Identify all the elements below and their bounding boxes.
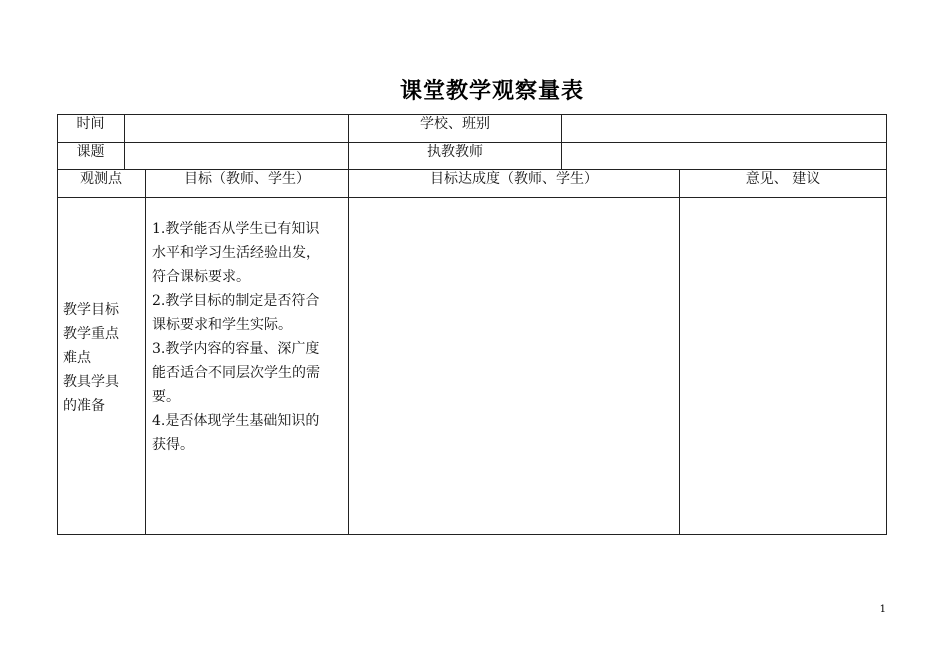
observation-line: 难点	[63, 350, 91, 366]
teacher-label: 执教教师	[427, 144, 483, 160]
objective-item	[152, 337, 320, 409]
suggestions-field[interactable]	[680, 198, 886, 534]
suggestions-header: 意见、 建议	[745, 171, 821, 187]
objective-line: 1.教学能否从学生已有知识	[152, 221, 320, 237]
observation-point-header: 观测点	[80, 171, 122, 187]
objective-line: 要。	[152, 389, 180, 405]
observation-table	[57, 114, 887, 535]
observation-point-cell	[63, 298, 119, 418]
objective-line: 能否适合不同层次学生的需	[152, 365, 320, 381]
table-border-right	[886, 114, 887, 535]
document-title: 课堂教学观察量表	[399, 79, 584, 104]
objectives-list	[152, 217, 320, 457]
objective-line: 符合课标要求。	[152, 269, 250, 285]
column-divider	[145, 169, 146, 535]
observation-line: 教学重点	[63, 326, 119, 342]
page-number: 1	[879, 604, 886, 615]
objective-line: 水平和学习生活经验出发，	[152, 245, 320, 261]
school-class-label: 学校、班别	[420, 116, 490, 132]
column-divider	[124, 114, 125, 170]
column-divider	[561, 114, 562, 170]
objective-line: 4.是否体现学生基础知识的	[152, 413, 320, 429]
objective-line: 2.教学目标的制定是否符合	[152, 293, 320, 309]
observation-line: 教具学具	[63, 374, 119, 390]
topic-label: 课题	[76, 144, 105, 160]
objective-line: 获得。	[152, 437, 194, 453]
objective-item	[152, 289, 320, 337]
observation-line: 教学目标	[63, 302, 119, 318]
time-label: 时间	[76, 116, 105, 132]
achievement-header: 目标达成度（教师、学生）	[430, 171, 598, 187]
objective-item	[152, 217, 320, 289]
table-border-bottom	[57, 534, 887, 535]
objective-line: 课标要求和学生实际。	[152, 317, 292, 333]
objectives-header: 目标（教师、学生）	[184, 171, 310, 187]
objective-line: 3.教学内容的容量、深广度	[152, 341, 320, 357]
achievement-field[interactable]	[349, 198, 679, 534]
observation-line: 的准备	[63, 398, 105, 414]
objective-item	[152, 409, 320, 457]
